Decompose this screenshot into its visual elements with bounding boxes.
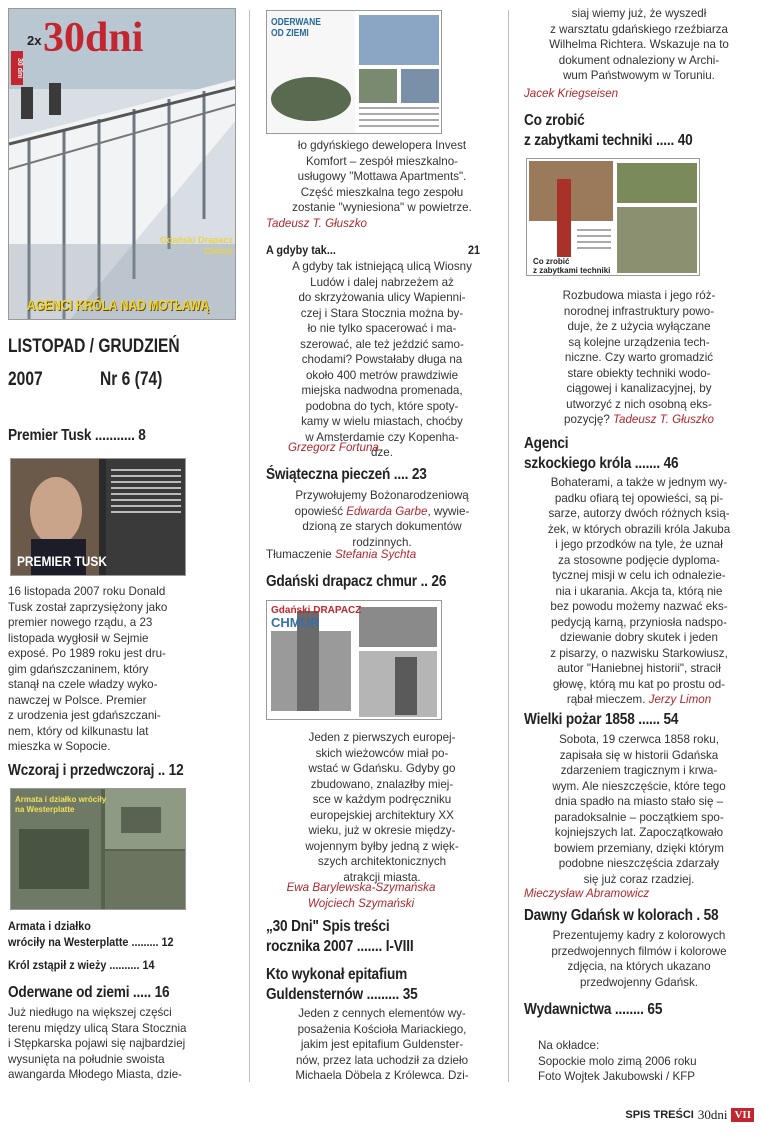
pozar-author: Mieczysław Abramowicz (524, 887, 650, 900)
toc-entry-spis-tresci[interactable]: „30 Dni" Spis treści rocznika 2007 ....... I-VIII (266, 918, 414, 955)
toc-entry-gdanski-drapacz[interactable]: Gdański drapacz chmur .. 26 (266, 573, 447, 590)
oderwane-author: Tadeusz T. Głuszko (266, 217, 367, 230)
column-divider (508, 10, 509, 1082)
toc-entry-dawny-gdansk[interactable]: Dawny Gdańsk w kolorach . 58 (524, 907, 719, 924)
footer-section: SPIS TREŚCI (625, 1109, 694, 1121)
oderwane-continuation: ło gdyńskiego dewelopera Invest Komfort – zespół mieszkalno- usługowy "Mottawa Apartments". Część mieszkalna tego zespołu zostanie "wyniesiona" w powietrze. (292, 139, 472, 214)
oderwane-summary: Już niedługo na większej części terenu między ulicą Stara Stocznia i Stępkarska pojawi się najbardziej wysunięta na południe swoista awangarda Młodego Miasta, dzie- (8, 1006, 187, 1081)
footer-magazine: 30dni (697, 1107, 728, 1122)
toc-entry-zabytki[interactable]: Co zrobić z zabytkami techniki ..... 40 (524, 112, 693, 149)
footer-page-number: VII (731, 1108, 754, 1122)
gdyby-author: Grzegorz Fortuna (288, 441, 379, 454)
cover-credit: Na okładce: Sopockie molo zimą 2006 roku Foto Wojtek Jakubowski / KFP (538, 1039, 697, 1083)
gdanski-summary: Jeden z pierwszych europej- skich wieżowców miał po- wstać w Gdańsku. Gdyby go zbudowano, znalazłby miej- sce w każdym podręczniku europejskiej architektury XX wieku, już w okresie między- wojennym byłby jedną z więk- szych architektonicznych atrakcji miasta. (305, 731, 459, 884)
oderwane-thumbnail (266, 10, 442, 134)
cover-logo-prefix: 2x (27, 33, 42, 48)
zabytki-thumbnail (526, 158, 700, 276)
gdanski-thumbnail (266, 600, 442, 720)
zabytki-thumbnail-caption: Co zrobić z zabytkami techniki (533, 257, 611, 275)
entry-page-gdyby: 21 (468, 243, 481, 257)
cover-logo: 30dni (43, 15, 144, 61)
toc-entry-agenci[interactable]: Agenci szkockiego króla ....... 46 (524, 435, 679, 472)
premier-summary: 16 listopada 2007 roku Donald Tusk został zaprzysiężony jako premier nowego rządu, a 23 listopada wygłosił w Sejmie exposé. Po 1989 roku jest dru- gim gdańszczaninem, który stanął na czele władzy wyko- nawczej w Polsce. Premier z urodzenia jest gdańszczani- nem, który od kilkunastu lat mieszka w Sopocie. (8, 585, 168, 753)
toc-subentry-armata[interactable]: Armata i działko wróciły na Westerplatte ......... 12 (8, 919, 174, 949)
gdanski-authors: Ewa Barylewska-Szymańska Wojciech Szymański (286, 881, 436, 910)
gdyby-summary: A gdyby tak istniejącą ulicą Wiosny Ludów i dalej nabrzeżem aż do skrzyżowania ulicy Wapienni- czej i Stara Stocznia można by- ło nie tylko spacerować i ma- szerować, ale też jeździć samo- chodami? Powstałaby długa na około 400 metrów prawdziwie miejska nadwodna promenada, podobna do tych, które spoty- kamy w wielu miastach, choćby w Amsterdamie czy Kopenha- dze. (292, 260, 472, 459)
toc-entry-swiateczna[interactable]: Świąteczna pieczeń .... 23 (266, 466, 427, 483)
toc-entry-oderwane[interactable]: Oderwane od ziemi ..... 16 (8, 984, 170, 1001)
toc-subentry-krol[interactable]: Król zstąpił z wieży .......... 14 (8, 958, 155, 972)
toc-entry-wczoraj[interactable]: Wczoraj i przedwczoraj .. 12 (8, 762, 184, 779)
cover-tagline: Gdański Drapacz Chmur (159, 235, 233, 256)
toc-entry-wydawnictwa[interactable]: Wydawnictwa ........ 65 (524, 1001, 663, 1018)
toc-entry-epitafium[interactable]: Kto wykonał epitafium Guldensternów ......... 35 (266, 966, 418, 1003)
agenci-summary: Bohaterami, a także w jednym wy- padku ofiarą tej opowieści, są pi- sarze, autorzy dwóch różnych ksią- żek, w których obrazili króla Jakuba i jego przodków na tyle, że uznał za stosowne podjęcie dyploma- tycznej misji w celu ich odnalezie- nia i ukarania. Akcja ta, którą nie bez powodu możemy nazwać eks- pedycją karną, przyniosła nadspo- dziewanie dobry skutek i jeden z pisarzy, o nazwisku Starkowiusz, autor "Haniebnej historii", stracił głowę, którą mu kat po prostu od- rąbał mieczem. Jerzy Limon (547, 476, 731, 706)
page-footer (625, 1107, 754, 1123)
toc-entry-wielki-pozar[interactable]: Wielki pożar 1858 ...... 54 (524, 711, 679, 728)
gdanski-thumbnail-title: Gdański DRAPACZ CHMUR (271, 605, 362, 630)
toc-entry-a-gdyby-tak[interactable]: A gdyby tak... (266, 243, 336, 257)
epitafium-summary: Jeden z cennych elementów wy- posażenia Kościoła Mariackiego, jakim jest epitafium Guldenster- nów, przez lata uchodził za dzieło Michaela Döbela z Królewca. Dzi- (295, 1007, 469, 1082)
epitafium-author: Jacek Kriegseisen (524, 87, 619, 100)
pozar-summary: Sobota, 19 czerwca 1858 roku, zapisała się w historii Gdańska zdarzeniem tragicznym i krwa- wym. Ale nieszczęście, które tego dnia spadło na miasto stało się – paradoksalnie – początkiem spo- kojniejszych lat. Zapoczątkowało bowiem przemiany, dzięki którym podobne nieszczęścia zdarzały się już coraz rzadziej. (552, 733, 726, 886)
issue-year: 2007 (8, 369, 43, 390)
cover-headline: AGENCI KRÓLA NAD MOTŁAWĄ (27, 297, 210, 314)
premier-thumbnail (10, 458, 186, 576)
epitafium-continuation: siaj wiemy już, że wyszedł z warsztatu gdańskiego rzeźbiarza Wilhelma Richtera. Wskazuje na to dokument odnaleziony w Archi- wum Państwowym w Toruniu. (549, 7, 729, 82)
cover-logo-badge: 30 dni (11, 51, 23, 85)
issue-month: LISTOPAD / GRUDZIEŃ (8, 336, 180, 357)
wczoraj-thumbnail (10, 788, 186, 910)
cover-image (8, 8, 236, 320)
swiateczna-summary: Przywołujemy Bożonarodzeniową opowieść Edwarda Garbe, wywie- dzioną ze starych dokumentów rodzinnych. (294, 489, 470, 549)
oderwane-thumbnail-title: ODERWANE OD ZIEMI (271, 17, 321, 39)
swiateczna-translator: Tłumaczenie Stefania Sychta (266, 548, 417, 561)
toc-entry-premier-tusk[interactable]: Premier Tusk ........... 8 (8, 427, 146, 444)
entry-title: Premier Tusk (8, 427, 92, 444)
wczoraj-thumbnail-caption: Armata i działko wróciły na Westerplatte (15, 795, 107, 814)
column-divider (249, 10, 250, 1082)
issue-number: Nr 6 (74) (100, 369, 163, 390)
premier-thumbnail-caption: PREMIER TUSK (17, 553, 107, 569)
entry-page: 8 (138, 427, 146, 444)
zabytki-summary: Rozbudowa miasta i jego róż- norodnej infrastruktury powo- duje, że z użycia wyłączane są kolejne urządzenia tech- niczne. Czy warto gromadzić stare obiekty techniki wodo- ciągowej i kanalizacyjnej, by utworzyć z nich osobną eks- pozycję? Tadeusz T. Głuszko (562, 289, 716, 426)
dawny-summary: Prezentujemy kadry z kolorowych przedwojennych filmów i kolorowe zdjęcia, na których ukazano przedwojenny Gdańsk. (551, 929, 727, 989)
